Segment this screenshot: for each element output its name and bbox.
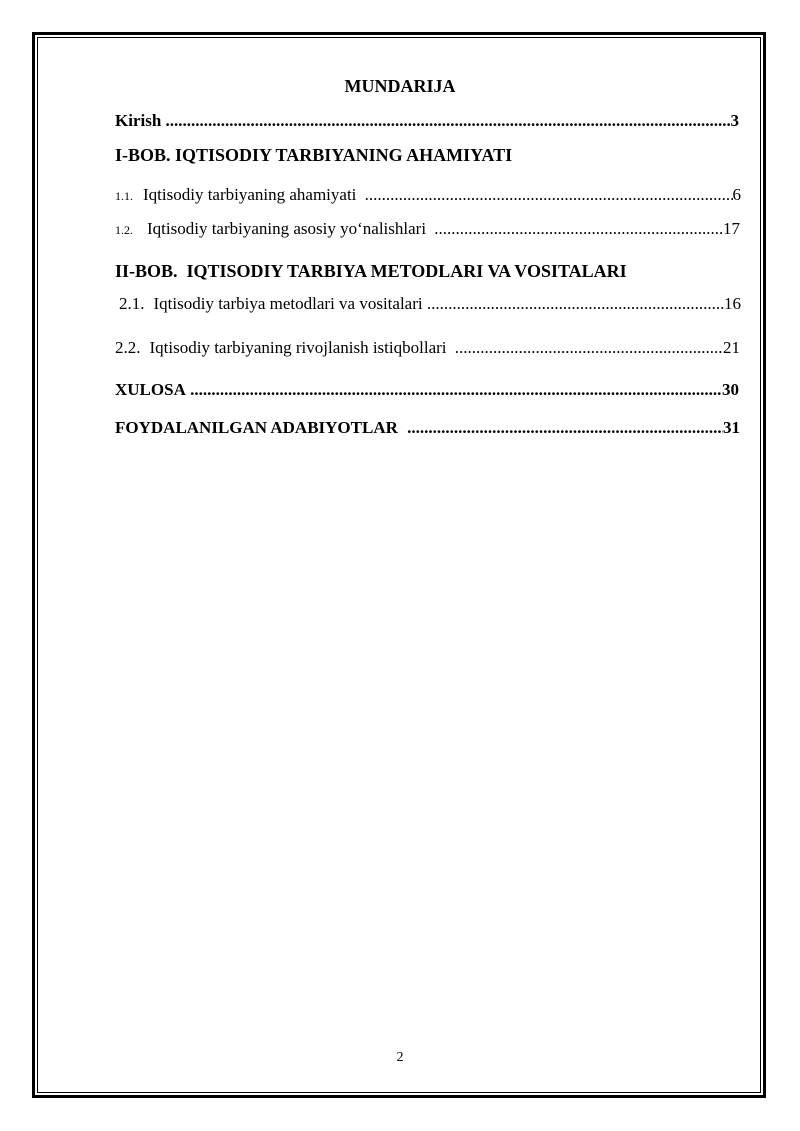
toc-entry-2-1[interactable] (119, 293, 741, 315)
toc-entry-xulosa[interactable] (115, 379, 739, 401)
toc-entry-number: 2.1. (119, 294, 145, 313)
toc-entry-page: 30 (722, 380, 739, 399)
toc-title: MUNDARIJA (344, 76, 456, 96)
toc-entry-label: Iqtisodiy tarbiyaning ahamiyati (143, 185, 357, 204)
toc-entry-label: Iqtisodiy tarbiyaning rivojlanish istiqbollari (149, 338, 447, 357)
chapter-1-heading[interactable]: I-BOB. IQTISODIY TARBIYANING AHAMIYATI (115, 145, 513, 165)
toc-entry-number: 1.2. (115, 223, 133, 237)
toc-entry-page: 6 (732, 185, 741, 204)
toc-entry-1-2[interactable] (115, 218, 740, 241)
toc-entry-label: Iqtisodiy tarbiya metodlari va vositalari (153, 294, 423, 313)
toc-entry-label: Kirish (115, 111, 162, 130)
toc-entry-page: 16 (724, 294, 741, 313)
toc-entry-adabiyotlar[interactable] (115, 417, 740, 439)
dot-leader (186, 379, 722, 401)
dot-leader (161, 110, 730, 132)
chapter-2-heading[interactable]: II-BOB. IQTISODIY TARBIYA METODLARI VA VOSITALARI (115, 261, 627, 281)
dot-leader (360, 184, 732, 206)
toc-entry-kirish[interactable] (115, 110, 739, 132)
toc-entry-2-2[interactable] (115, 337, 740, 359)
toc-entry-number: 1.1. (115, 189, 133, 203)
dot-leader (451, 337, 724, 359)
toc-entry-page: 17 (723, 219, 740, 238)
dot-leader (403, 417, 723, 439)
page-number: 2 (396, 1050, 404, 1065)
toc-entry-page: 3 (730, 111, 739, 130)
toc-entry-label: XULOSA (115, 380, 186, 399)
toc-entry-number: 2.2. (115, 338, 141, 357)
dot-leader (423, 293, 724, 315)
toc-entry-label: FOYDALANILGAN ADABIYOTLAR (115, 418, 398, 437)
dot-leader (430, 218, 723, 240)
toc-entry-1-1[interactable] (115, 184, 741, 207)
toc-entry-label: Iqtisodiy tarbiyaning asosiy yo‘nalishlari (147, 219, 427, 238)
toc-entry-page: 21 (723, 338, 740, 357)
toc-entry-page: 31 (723, 418, 740, 437)
